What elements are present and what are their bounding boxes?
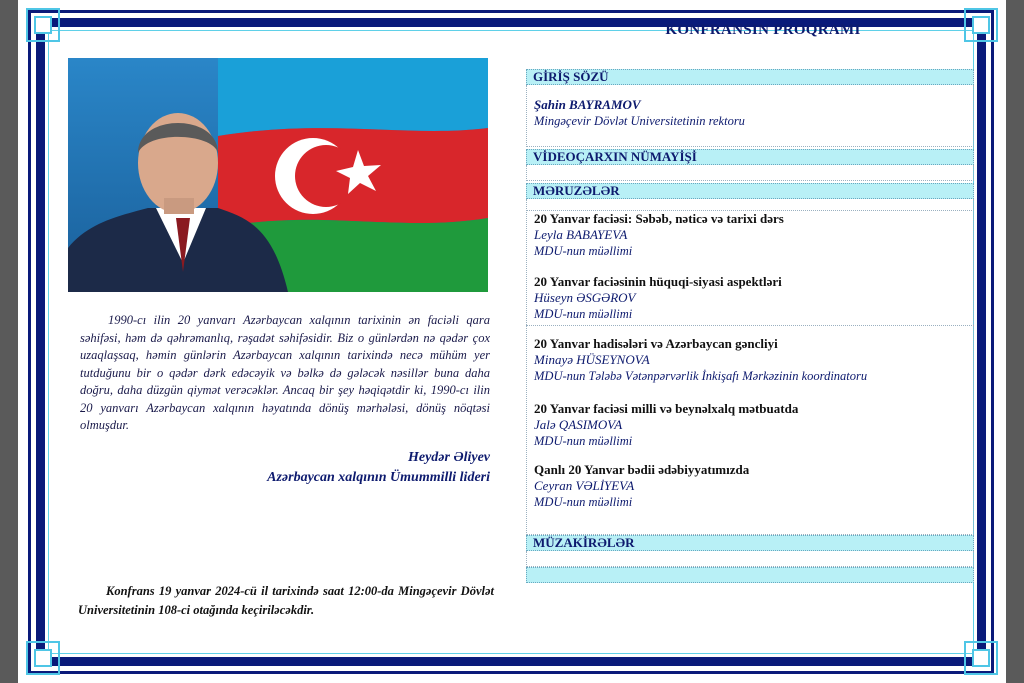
corner-ornament — [964, 641, 998, 675]
speaker-name: Hüseyn ƏSGƏROV — [534, 290, 636, 305]
corner-ornament — [964, 8, 998, 42]
section-heading-discussion: MÜZAKİRƏLƏR — [526, 535, 974, 551]
speaker-role: MDU-nun müəllimi — [534, 244, 633, 258]
report-topic: Qanlı 20 Yanvar bədii ədəbiyyatımızda — [534, 462, 750, 477]
corner-ornament — [26, 641, 60, 675]
section-heading-opening: GİRİŞ SÖZÜ — [526, 69, 974, 85]
conference-notice: Konfrans 19 yanvar 2024-cü il tarixində saat 12:00-da Mingəçevir Dövlət Universitetinin 108-ci otağında keçiriləcəkdir. — [78, 584, 494, 617]
speaker-name: Leyla BABAYEVA — [534, 227, 628, 242]
author-name: Heydər Əliyev — [407, 450, 490, 465]
speaker-name: Ceyran VƏLİYEVA — [534, 478, 635, 493]
portrait-photo — [68, 58, 488, 292]
speaker-role: Mingəçevir Dövlət Universitetinin rektoru — [534, 114, 745, 128]
report-topic: 20 Yanvar hadisələri və Azərbaycan gəncliyi — [534, 336, 778, 351]
speaker-role: MDU-nun müəllimi — [534, 434, 633, 448]
conference-program-page — [18, 0, 1006, 683]
author-title: Azərbaycan xalqının Ümummilli lideri — [267, 470, 490, 485]
video-box — [526, 165, 974, 181]
discussion-box — [526, 551, 974, 567]
speaker-name: Minayə HÜSEYNOVA — [534, 352, 650, 367]
quote-author — [168, 448, 490, 488]
speaker-name: Jalə QASIMOVA — [534, 417, 623, 432]
report-topic: 20 Yanvar faciəsi: Səbəb, nəticə və tarixi dərs — [534, 211, 784, 226]
speaker-role: MDU-nun müəllimi — [534, 495, 633, 509]
report-topic: 20 Yanvar faciəsinin hüquqi-siyasi aspektləri — [534, 274, 782, 289]
section-heading-video: VİDEOÇARXIN NÜMAYİŞİ — [526, 149, 974, 165]
speaker-role: MDU-nun Tələbə Vətənpərvərlik İnkişafı Mərkəzinin koordinatoru — [534, 369, 868, 383]
report-item — [534, 336, 970, 384]
divider — [526, 325, 974, 326]
speaker-role: MDU-nun müəllimi — [534, 307, 633, 321]
report-item — [534, 274, 970, 322]
section-heading-reports: MƏRUZƏLƏR — [526, 183, 974, 199]
bottom-band — [526, 567, 974, 583]
leader-quote: 1990-cı ilin 20 yanvarı Azərbaycan xalqının tarixinin ən faciəli qara səhifəsi, həm də qəhrəmanlıq, rəşadət səhifəsidir. Biz o günlərdən nə qədər çox uzaqlaşsaq, həmin günlərin Azərbaycan xalqının tarixində necə mühüm yer tutduğunu bir o qədər dərk edəcəyik və bəlkə də gələcək nəsillər buna daha doğru, daha düzgün qiymət verəcəklər. Ancaq bir şey həqiqətdir ki, 1990-cı ilin 20 yanvarı Azərbaycan xalqının həyatında dönüş mərhələsi, dönüş nöqtəsi olmuşdur. — [80, 313, 490, 432]
opening-item — [534, 97, 970, 129]
leader-flag-image — [68, 58, 488, 292]
corner-ornament — [26, 8, 60, 42]
speaker-name: Şahin BAYRAMOV — [534, 97, 641, 112]
report-item — [534, 401, 970, 449]
program-title: KONFRANSIN PROQRAMI — [665, 22, 861, 38]
report-topic: 20 Yanvar faciəsi milli və beynəlxalq mətbuatda — [534, 401, 799, 416]
report-item — [534, 211, 970, 259]
report-item — [534, 462, 970, 510]
